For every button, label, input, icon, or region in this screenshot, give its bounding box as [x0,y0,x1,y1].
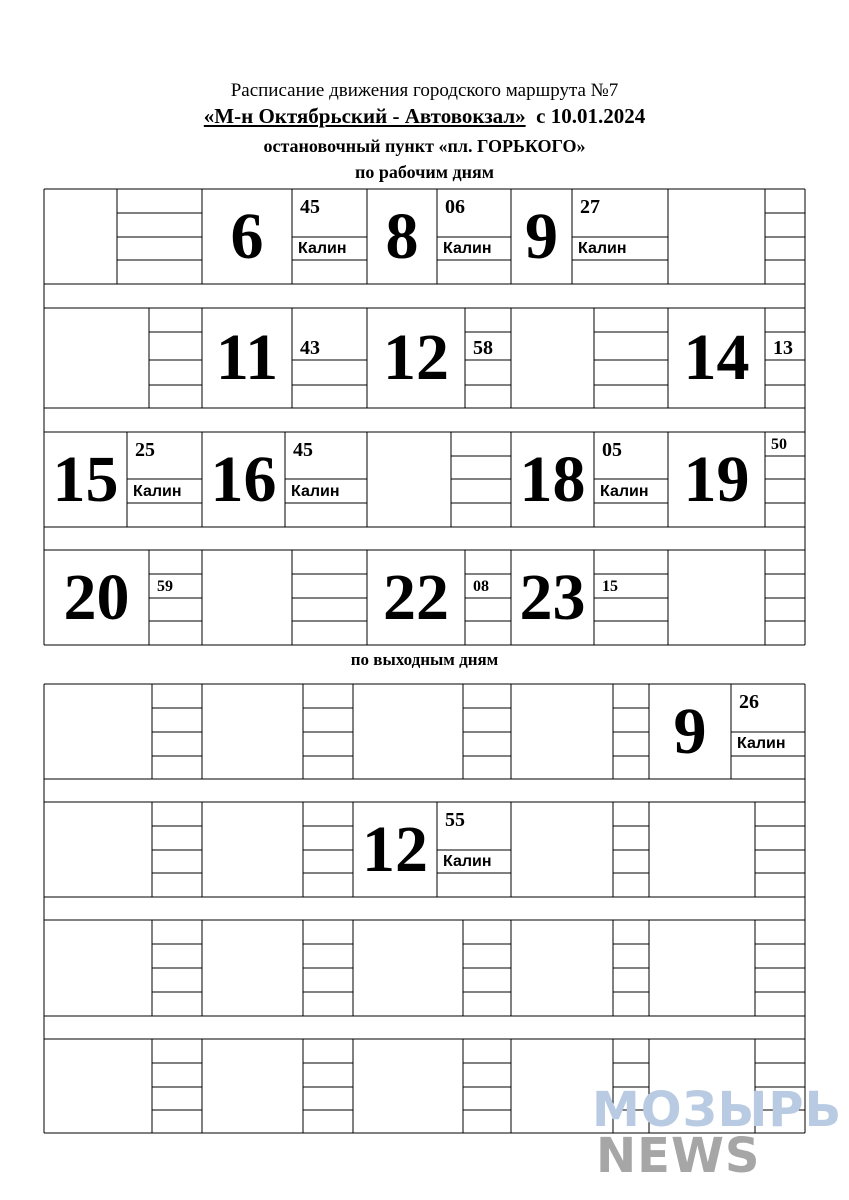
minute-22: 08 [473,578,489,595]
valid-from: с 10.01.2024 [536,104,646,128]
weekend-hour-9: 9 [673,694,707,768]
minute-6: 45 [300,196,320,218]
driver-9: Калин [578,240,627,257]
driver-8: Калин [443,240,492,257]
weekend-driver-12: Калин [443,853,492,870]
hour-22: 22 [383,560,449,634]
weekend-hour-12: 12 [362,812,428,886]
weekend-minute-9: 26 [739,691,759,713]
stop-name: остановочный пункт «пл. ГОРЬКОГО» [263,136,586,156]
schedule-title: Расписание движения городского маршрута №7 [230,80,619,101]
hour-12: 12 [383,321,449,394]
driver-6: Калин [298,240,347,257]
minute-16: 45 [293,439,313,461]
minute-9: 27 [580,196,600,218]
driver-16: Калин [291,483,340,500]
driver-18: Калин [600,483,649,500]
weekend-driver-9: Калин [737,735,786,752]
watermark-news: NEWS [596,1128,761,1184]
route-name: «М-н Октябрьский - Автовокзал» [203,104,526,128]
hour-18: 18 [519,442,586,516]
minute-12: 58 [473,337,493,359]
minute-15: 25 [135,439,155,461]
hour-15: 15 [52,442,119,516]
weekend-minute-12: 55 [445,809,465,831]
minute-8: 06 [445,196,465,218]
hour-6: 6 [230,199,264,273]
hour-20: 20 [63,560,130,634]
minute-20: 59 [157,578,173,595]
watermark-mozyr: МОЗЫРЬ [592,1082,843,1138]
minute-18: 05 [602,439,622,461]
hour-9: 9 [525,199,558,273]
minute-23: 15 [602,578,618,595]
minute-11: 43 [300,337,320,359]
weekends-label: по выходным дням [350,650,499,669]
driver-15: Калин [133,483,182,500]
minute-19: 50 [771,436,787,453]
weekdays-label: по рабочим дням [355,162,494,182]
hour-23: 23 [519,560,586,634]
minute-14: 13 [773,337,793,359]
hour-16: 16 [210,442,277,516]
hour-11: 11 [215,321,279,394]
hour-19: 19 [683,442,750,516]
hour-14: 14 [683,321,750,394]
hour-8: 8 [385,199,419,273]
